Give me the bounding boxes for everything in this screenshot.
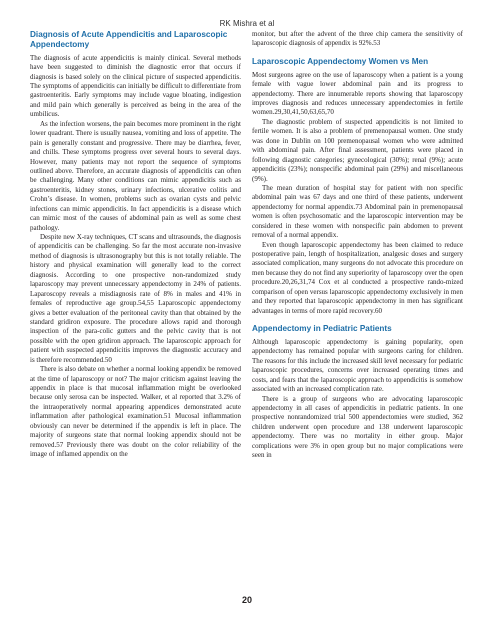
paragraph: monitor, but after the advent of the three chip camera the sensitivity of laparoscopic diagnosis of appendix is 92%.53 <box>252 30 463 48</box>
paragraph: Most surgeons agree on the use of laparoscopy when a patient is a young female with vague lower abdominal pain and its progress to appendectomy. There are innumerable reports showing that laparoscopy improves diagnosis and reduces unnecessary appendectomies in fertile women.29,30,41,50,63,65,70 <box>252 70 463 117</box>
paragraph: As the infection worsens, the pain becomes more prominent in the right lower quadrant. There is usually nausea, vomiting and loss of appetite. The pain is generally constant and progressive. There may be diarrhea, fever, and chills. These symptoms progress over several hours to several days. However, many patients may not report the sequence of symptoms outlined above. Therefore, an accurate diagnosis of appendicitis can often be challenging. Many other conditions can mimic appendicitis such as gastroenteritis, kidney stones, urinary infections, ulcerative colitis and Crohn’s disease. In women, problems such as ovarian cysts and pelvic infections can mimic appendicitis. In fact appendicitis is a disease which can mimic most of the causes of abdominal pain as well as some chest pathology. <box>30 119 241 232</box>
paragraph: Despite new X-ray techniques, CT scans and ultrasounds, the diagnosis of appendicitis can be challenging. So far the most accurate non-invasive method of diagnosis is ultrasonography but this is not totally reliable. The history and physical examination will generally lead to the correct diagnosis. According to one prospective non-randomized study laparoscopy may prevent unnecessary appendectomy in 24% of patients. Laparoscopy reveals a misdiagnosis rate of 8% in males and 41% in females of reproductive age group.54,55 Laparoscopic appendectomy gives a better evaluation of the peritoneal cavity than that obtained by the standard gridiron exposure. The procedure allows rapid and thorough inspection of the para-colic gutters and the pelvic cavity that is not possible with the open gridiron approach. The laparoscopic approach for patient with suspected appendicitis improves the diagnostic accuracy and is therefore recommended.50 <box>30 233 241 364</box>
page-number: 20 <box>241 595 252 605</box>
right-column <box>252 30 463 461</box>
heading-women-vs-men: Laparoscopic Appendectomy Women vs Men <box>252 56 429 66</box>
heading-diagnosis: Diagnosis of Acute Appendicitis and Laparoscopic Appendectomy <box>30 30 228 49</box>
paragraph: The diagnosis of acute appendicitis is mainly clinical. Several methods have been suggested to diminish the diagnostic error that occurs if diagnosis is based solely on the clinical picture of suspected appendicitis. The symptoms of appendicitis can initially be difficult to differentiate from gastroenteritis. Early symptoms may include vague bloating, indigestion and mild pain which generally is perceived as being in the area of the umbilicus. <box>30 53 241 119</box>
paragraph: Even though laparoscopic appendectomy has been claimed to reduce postoperative pain, length of hospitalization, analgesic doses and surgery associated complication, many surgeons do not advocate this procedure on men because they do not find any superiority of laparoscopy over the open procedure.20,26,31,74 Cox et al conducted a prospective rando-mized comparison of open versus laparoscopic appendectomy exclusively in men and they reported that laparoscopic appendectomy in men has significant advantages in terms of more rapid recovery.60 <box>252 240 463 315</box>
paragraph: Although laparoscopic appendectomy is gaining popularity, open appendectomy has remained popular with surgeons caring for children. The reasons for this include the increased skill level necessary for pediatric laparoscopic procedures, concerns over increased operating times and costs, and fears that the laparoscopic approach to appendicitis is somehow associated with an increased complication rate. <box>252 337 463 394</box>
paragraph: There is also debate on whether a normal looking appendix be removed at the time of laparoscopy or not? The major criticism against leaving the appendix in place is that mucosal inflammation might be overlooked because only serosa can be inspected. Walker, et al reported that 3.2% of the intraoperatively normal appearing appendices demonstrated acute inflammation after pathological examination.51 Mucosal inflammation obviously can never be determined if the appendix is left in place. The majority of surgeons state that normal looking appendix should not be removed.57 Previously there was doubt on the color reliability of the image of inflamed appendix on the <box>30 365 241 459</box>
running-head: RK Mishra et al <box>219 19 275 28</box>
paragraph: The diagnostic problem of suspected appendicitis is not limited to fertile women. It is also a problem of premenopausal women. One study was done in Dublin on 100 premenopausal women who were admitted with abdominal pain. After final assessment, patients were placed in following diagnostic categories; gynecological (30%); renal (9%); acute appendicitis (23%); nonspecific abdominal pain (29%) and miscellaneous (9%). <box>252 117 463 183</box>
left-column <box>30 30 241 460</box>
heading-pediatric: Appendectomy in Pediatric Patients <box>252 324 392 334</box>
paragraph: The mean duration of hospital stay for patient with non specific abdominal pain was 67 days and one third of these patients, underwent appendectomy for normal appendix.73 Abdominal pain in premenopausal women is often psychosomatic and the laparoscopic intervention may be considered in these women with nonspecific pain abdomen to prevent removal of a normal appendix. <box>252 183 463 240</box>
paragraph: There is a group of surgeons who are advocating laparoscopic appendectomy in all cases of appendicitis in pediatric patients. In one prospective nonrandomized trial 500 appendectomies were studied, 362 children underwent open procedure and 138 underwent laparoscopic appendectomy. There was no mortality in either group. Major complications were 3% in open group but no major complications were seen in <box>252 394 463 460</box>
